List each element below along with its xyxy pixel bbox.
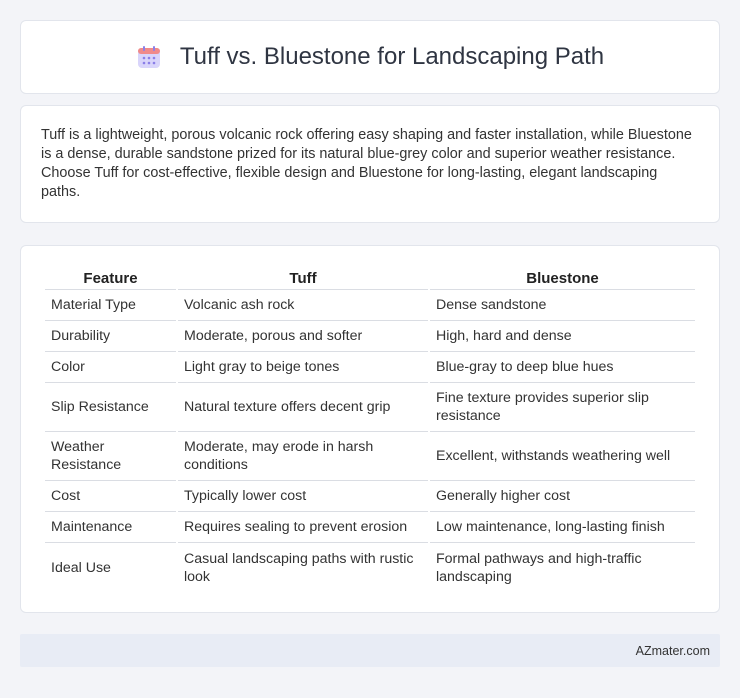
table-cell: Excellent, withstands weathering well	[430, 432, 695, 481]
header-bluestone: Bluestone	[430, 268, 695, 290]
table-cell: Cost	[45, 481, 176, 512]
header-tuff: Tuff	[178, 268, 428, 290]
footer-brand[interactable]: AZmater.com	[635, 643, 710, 658]
table-cell: Requires sealing to prevent erosion	[178, 512, 428, 543]
table-cell: Blue-gray to deep blue hues	[430, 352, 695, 383]
table-row	[45, 352, 695, 383]
comparison-table-card	[20, 245, 720, 613]
table-cell: Slip Resistance	[45, 383, 176, 432]
table-cell: Moderate, porous and softer	[178, 321, 428, 352]
table-cell: Maintenance	[45, 512, 176, 543]
table-row	[45, 321, 695, 352]
table-cell: Ideal Use	[51, 559, 111, 576]
table-cell: Fine texture provides superior slip resistance	[430, 383, 695, 432]
table-cell: Natural texture offers decent grip	[178, 383, 428, 432]
comparison-table	[43, 268, 697, 592]
table-cell: Typically lower cost	[178, 481, 428, 512]
table-cell: Light gray to beige tones	[178, 352, 428, 383]
table-cell: Material Type	[45, 290, 176, 321]
table-row	[45, 481, 695, 512]
calendar-icon	[136, 44, 162, 70]
title-card	[20, 20, 720, 94]
table-cell: Weather Resistance	[45, 432, 176, 481]
table-cell: Moderate, may erode in harsh conditions	[178, 432, 428, 481]
page-title: Tuff vs. Bluestone for Landscaping Path	[179, 43, 605, 70]
table-cell: Durability	[45, 321, 176, 352]
table-cell: Generally higher cost	[430, 481, 695, 512]
table-row	[45, 432, 695, 481]
table-cell: Casual landscaping paths with rustic look	[184, 550, 414, 585]
description-card	[20, 105, 720, 223]
table-cell: High, hard and dense	[430, 321, 695, 352]
table-cell: Dense sandstone	[430, 290, 695, 321]
footer	[20, 634, 720, 667]
table-row	[45, 383, 695, 432]
table-cell: Volcanic ash rock	[178, 290, 428, 321]
description-text: Tuff is a lightweight, porous volcanic rock offering easy shaping and faster installation, while Bluestone is a dense, durable sandstone prized for its natural blue-grey color and superior weather resistance. Choose Tuff for cost-effective, flexible design and Bluestone for long-lasting, elegant landscaping paths.	[41, 127, 692, 200]
table-row	[45, 290, 695, 321]
table-row	[45, 512, 695, 543]
table-cell: Color	[45, 352, 176, 383]
header-feature: Feature	[45, 268, 176, 290]
table-row	[45, 543, 695, 592]
table-cell: Low maintenance, long-lasting finish	[430, 512, 695, 543]
table-cell: Formal pathways and high-traffic landscaping	[436, 550, 642, 585]
